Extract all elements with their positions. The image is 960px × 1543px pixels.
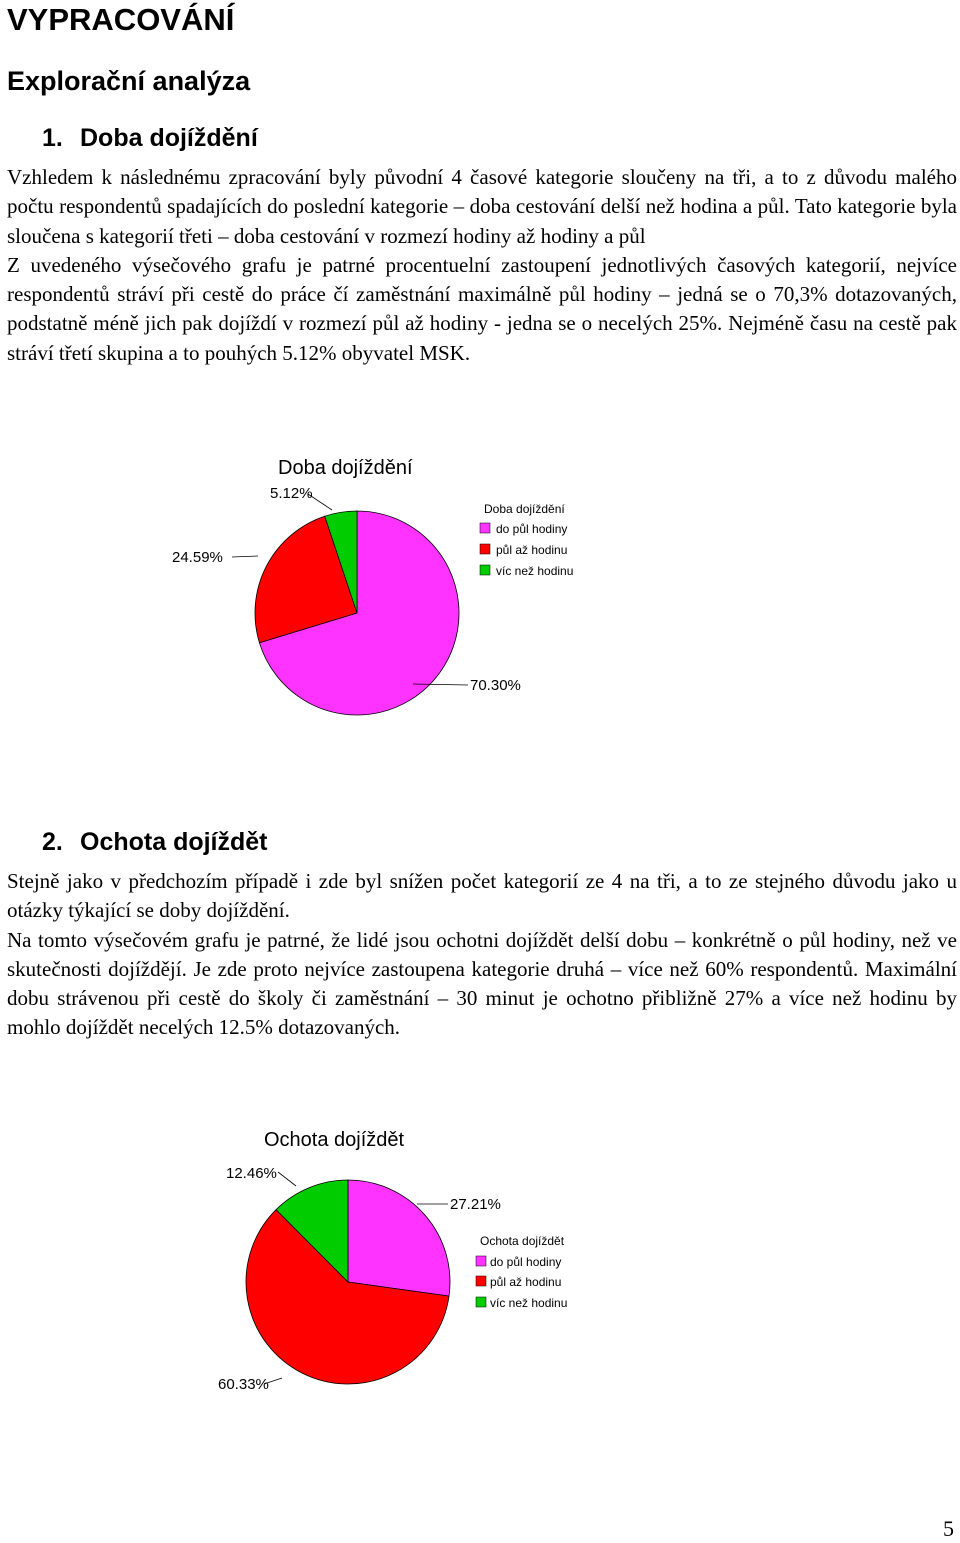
section-2-heading xyxy=(42,828,268,857)
page-title: VYPRACOVÁNÍ xyxy=(7,2,235,37)
legend-item: víc než hodinu xyxy=(490,1296,568,1310)
slice-label: 12.46% xyxy=(226,1165,277,1182)
legend-item: do půl hodiny xyxy=(490,1255,562,1269)
legend-item: víc než hodinu xyxy=(496,564,574,578)
legend-title: Ochota dojíždět xyxy=(480,1234,565,1248)
section-2-body xyxy=(7,867,957,1043)
legend-title: Doba dojíždění xyxy=(484,502,565,516)
legend-swatch xyxy=(480,523,490,533)
leader-line xyxy=(232,556,258,557)
legend-swatch xyxy=(476,1297,486,1307)
legend xyxy=(476,1234,567,1310)
legend-swatch xyxy=(476,1256,486,1266)
section-2-number: 2. xyxy=(42,828,63,856)
leader-line xyxy=(278,1172,296,1186)
section-title: Explorační analýza xyxy=(7,66,251,96)
legend-swatch xyxy=(480,544,490,554)
legend-item: půl až hodinu xyxy=(496,543,568,557)
paragraph: Z uvedeného výsečového grafu je patrné procentuelní zastoupení jednotlivých časových kategorií, nejvíce respondentů stráví při cestě do práce čí zaměstnání maximálně půl hodiny – jedná se o 70,3% dotazovaných, podstatně méně jich pak dojíždí v rozmezí půl až hodiny - jedna se o necelých 25%. Nejméně času na cestě pak stráví třetí skupina a to pouhých 5.12% obyvatel MSK. xyxy=(7,252,957,365)
page-number: 5 xyxy=(943,1516,954,1541)
legend-swatch xyxy=(476,1276,486,1286)
pie-chart-svg xyxy=(160,1122,600,1412)
slice-label: 27.21% xyxy=(450,1196,501,1213)
section-1-heading-text: Doba dojíždění xyxy=(80,124,258,152)
pie-slices xyxy=(246,1180,450,1384)
section-1-body xyxy=(7,163,957,368)
legend xyxy=(480,502,573,578)
legend-swatch xyxy=(480,565,490,575)
slice-label: 70.30% xyxy=(470,677,521,694)
slice-label: 60.33% xyxy=(218,1376,269,1393)
paragraph: Vzhledem k následnému zpracování byly původní 4 časové kategorie sloučeny na tři, a to z důvodu malého počtu respondentů spadajících do poslední kategorie – doba cestování delší než hodina a půl. Tato kategorie byla sloučena s kategorií třeti – doba cestování v rozmezí hodiny až hodiny a půl xyxy=(7,165,957,248)
legend-item: do půl hodiny xyxy=(496,522,568,536)
section-2-heading-text: Ochota dojíždět xyxy=(80,828,268,856)
slice-label: 24.59% xyxy=(172,549,223,566)
legend-item: půl až hodinu xyxy=(490,1275,562,1289)
paragraph: Na tomto výsečovém grafu je patrné, že lidé jsou ochotni dojíždět delší dobu – konkrétně o půl hodiny, než ve skutečnosti dojíždějí. Je zde proto nejvíce zastoupena kategorie druhá – více než 60% respondentů. Maximální dobu strávenou při cestě do školy či zaměstnání – 30 minut je ochotno přibližně 27% a více než hodinu by mohlo dojíždět necelých 12.5% dotazovaných. xyxy=(7,927,957,1040)
pie-chart-ochota-dojizdet xyxy=(160,1122,600,1412)
chart-title: Ochota dojíždět xyxy=(264,1129,405,1151)
chart-title: Doba dojíždění xyxy=(278,457,413,479)
slice-label: 5.12% xyxy=(270,485,313,502)
paragraph: Stejně jako v předchozím případě i zde byl snížen počet kategorií ze 4 na tři, a to ze stejného důvodu jako u otázky týkající se doby dojíždění. xyxy=(7,869,957,923)
pie-chart-doba-dojizdeni xyxy=(150,448,620,728)
section-1-heading xyxy=(42,124,258,153)
pie-slice xyxy=(348,1180,450,1296)
section-1-number: 1. xyxy=(42,124,63,152)
pie-chart-svg xyxy=(150,448,620,728)
